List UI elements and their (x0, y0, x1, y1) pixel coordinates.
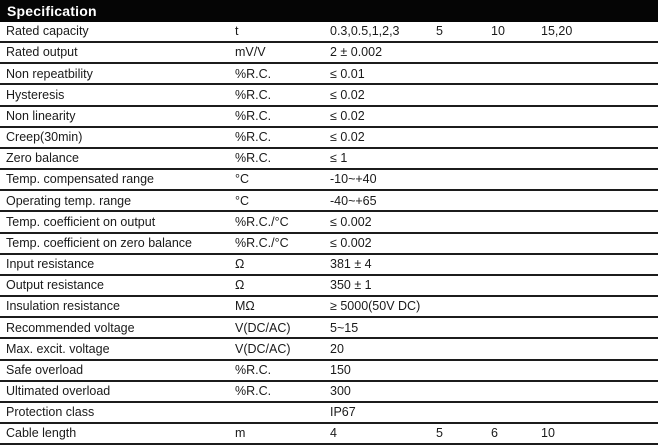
param-cell: Non linearity (6, 108, 76, 123)
value-cell: ≤ 0.002 (330, 235, 372, 250)
param-cell: Input resistance (6, 257, 95, 272)
param-cell: Cable length (6, 426, 77, 441)
table-row (0, 149, 658, 170)
value-cell: ≥ 5000(50V DC) (330, 299, 421, 314)
value-cell: -40~+65 (330, 193, 377, 208)
value-cell: 20 (330, 341, 344, 356)
param-cell: Insulation resistance (6, 299, 120, 314)
value-cell: 350 ± 1 (330, 278, 372, 293)
value-cell: ≤ 0.02 (330, 87, 365, 102)
param-cell: Creep(30min) (6, 130, 83, 145)
unit-cell: %R.C. (235, 151, 272, 166)
value-cell: ≤ 0.01 (330, 66, 365, 81)
table-row (0, 276, 658, 297)
table-row (0, 170, 658, 191)
table-row (0, 128, 658, 149)
param-cell: Rated capacity (6, 24, 89, 39)
param-cell: Safe overload (6, 362, 84, 377)
param-cell: Protection class (6, 405, 95, 420)
param-cell: Operating temp. range (6, 193, 132, 208)
param-cell: Max. excit. voltage (6, 341, 110, 356)
param-cell: Temp. compensated range (6, 172, 155, 187)
value-cell: -10~+40 (330, 172, 377, 187)
param-cell: Ultimated overload (6, 383, 111, 398)
unit-cell: %R.C. (235, 383, 272, 398)
value-cell: 10 (541, 426, 555, 441)
unit-cell: %R.C. (235, 66, 272, 81)
table-row (0, 361, 658, 382)
value-cell: 381 ± 4 (330, 257, 372, 272)
section-title: Specification (7, 3, 97, 19)
unit-cell: Ω (235, 278, 245, 293)
value-cell: IP67 (330, 405, 356, 420)
value-cell: 4 (330, 426, 337, 441)
value-cell: 150 (330, 362, 351, 377)
table-row (0, 234, 658, 255)
value-cell: 2 ± 0.002 (330, 45, 383, 60)
value-cell: 6 (491, 426, 498, 441)
table-row (0, 22, 658, 43)
unit-cell: V(DC/AC) (235, 320, 291, 335)
param-cell: Temp. coefficient on zero balance (6, 235, 192, 250)
param-cell: Rated output (6, 45, 78, 60)
unit-cell: MΩ (235, 299, 255, 314)
value-cell: 5 (436, 24, 443, 39)
table-row (0, 107, 658, 128)
param-cell: Zero balance (6, 151, 79, 166)
param-cell: Hysteresis (6, 87, 65, 102)
unit-cell: mV/V (235, 45, 266, 60)
param-cell: Recommended voltage (6, 320, 135, 335)
unit-cell: %R.C./°C (235, 235, 289, 250)
unit-cell: °C (235, 172, 250, 187)
unit-cell: V(DC/AC) (235, 341, 291, 356)
unit-cell: Ω (235, 257, 245, 272)
table-row (0, 382, 658, 403)
value-cell: ≤ 0.02 (330, 108, 365, 123)
table-row (0, 403, 658, 424)
unit-cell: %R.C. (235, 130, 272, 145)
value-cell: 15,20 (541, 24, 573, 39)
value-cell: 10 (491, 24, 505, 39)
table-row (0, 43, 658, 64)
unit-cell: %R.C. (235, 108, 272, 123)
table-row (0, 424, 658, 445)
table-row (0, 85, 658, 106)
table-row (0, 255, 658, 276)
section-titlebar (0, 0, 658, 22)
value-cell: 300 (330, 383, 351, 398)
param-cell: Output resistance (6, 278, 104, 293)
table-row (0, 191, 658, 212)
unit-cell: °C (235, 193, 250, 208)
unit-cell: %R.C. (235, 87, 272, 102)
unit-cell: t (235, 24, 239, 39)
table-row (0, 64, 658, 85)
value-cell: ≤ 1 (330, 151, 348, 166)
value-cell: ≤ 0.02 (330, 130, 365, 145)
table-row (0, 212, 658, 233)
value-cell: ≤ 0.002 (330, 214, 372, 229)
value-cell: 0.3,0.5,1,2,3 (330, 24, 400, 39)
param-cell: Temp. coefficient on output (6, 214, 156, 229)
param-cell: Non repeatbility (6, 66, 93, 81)
table-row (0, 318, 658, 339)
unit-cell: m (235, 426, 246, 441)
value-cell: 5 (436, 426, 443, 441)
table-row (0, 339, 658, 360)
value-cell: 5~15 (330, 320, 359, 335)
unit-cell: %R.C./°C (235, 214, 289, 229)
spec-table-body (0, 22, 658, 445)
table-row (0, 297, 658, 318)
unit-cell: %R.C. (235, 362, 272, 377)
